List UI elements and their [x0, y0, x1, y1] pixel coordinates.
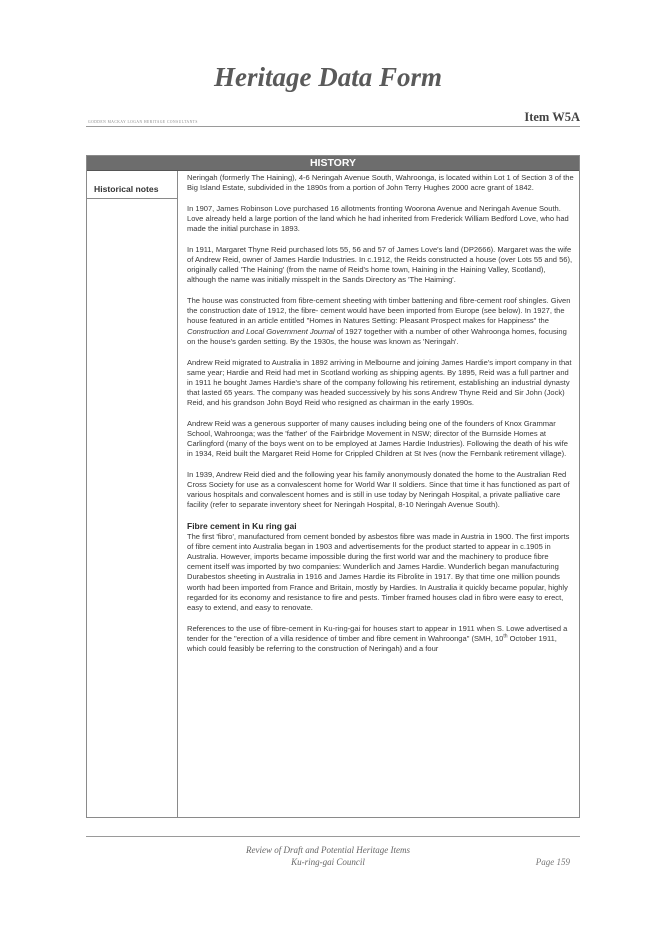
- history-heading: HISTORY: [87, 156, 579, 171]
- construction-text: The house was constructed from fibre-cement sheeting with timber battening and fibre-cement roof shingles. Given the construction date of 1912, the fibre- cement would have been imported from Europe (see below). In 1927, the house featured in an article entitled "Homes in Natures Setting: Pleasant Prospect makes for Happiness" the: [187, 296, 571, 326]
- page-title: Heritage Data Form: [214, 62, 442, 92]
- page-number: Page 159: [535, 857, 570, 867]
- footer-review-title: Review of Draft and Potential Heritage Items: [246, 845, 410, 855]
- history-paragraph: In 1907, James Robinson Love purchased 16 allotments fronting Woorona Avenue and Neringah Avenue South. Love already held a large portion of the land which he had inherited from Frederick William Bedford Love, who had made the initial purchase in 1893.: [187, 203, 569, 234]
- references-text: References to the use of fibre-cement in Ku-ring-gai for houses start to appear in 1911 when S. Lowe advertised a tender for the "erection of a villa residence of timber and fibre cement in Wahroonga" (SMH, 10: [187, 623, 568, 643]
- ordinal-superscript: th: [503, 633, 508, 640]
- history-paragraph: Neringah (formerly The Haining), 4-6 Neringah Avenue South, Wahroonga, is located within Lot 1 of Section 3 of the Big Island Estate, subdivided in the 1890s from a portion of John Terry Hughes 2000 acre grant of 1842.: [187, 173, 574, 193]
- footer-council: Ku-ring-gai Council: [291, 857, 365, 867]
- journal-title: Construction and Local Government Journal: [187, 326, 335, 336]
- history-table: [86, 155, 580, 818]
- history-paragraph: Andrew Reid migrated to Australia in 1892 arriving in Melbourne and joining James Hardie's import company in that same year; Hardie and Reid had met in Scotland working as shipping agents. By 1895, Reid was a full partner and in 1911 he bought James Hardie's share of the company following his retirement, establishing an industrial dynasty that lasted 65 years. The company was headed successively by his sons Andrew Thyne Reid and Sir John (Jock) Reid, and his grandson John Boyd Reid who resigned as chairman in the early 1990s.: [187, 357, 572, 407]
- history-paragraph: Andrew Reid was a generous supporter of many causes including being one of the founders of Knox Grammar School, Wahroonga; was the 'father' of the Fairbridge Movement in NSW; director of the Burnside Homes at Carlingford (many of the boys went on to be employed at James Hardie Industries). Following the death of his wife in 1934, Reid built the Margaret Reid Home for Crippled Children at St Ives (now the Fernbank retirement village).: [187, 418, 568, 459]
- fibre-cement-heading: Fibre cement in Ku ring gai: [187, 521, 297, 532]
- footer-divider: [86, 836, 580, 837]
- history-body: [87, 171, 579, 818]
- historical-notes-label: Historical notes: [94, 184, 159, 194]
- label-divider: [87, 198, 177, 199]
- construction-paragraph: [187, 296, 575, 346]
- header-divider: [86, 126, 580, 127]
- label-column: [87, 171, 178, 818]
- references-text-end: October 1911, which could feasibly be referring to the construction of Neringah) and a four: [187, 633, 557, 653]
- history-content: [187, 173, 575, 665]
- history-paragraph: In 1911, Margaret Thyne Reid purchased lots 55, 56 and 57 of James Love's land (DP2666). Margaret was the wife of Andrew Reid, owner of James Hardie Industries. In c.1912, the Reids constructed a house (over Lots 55 and 56), originally called 'The Haining' (from the name of Reid's home town, Haining in the Haining Valley, Scotland), although the name was initially misspelt in the Sands Directory as 'The Haiming'.: [187, 245, 573, 285]
- item-number: Item W5A: [524, 110, 580, 124]
- history-paragraph: In 1939, Andrew Reid died and the following year his family anonymously donated the home to the Australian Red Cross Society for use as a convalescent home for World War II soldiers. Since that time it has functioned as part of various hospitals and convalescent homes and is still in use today by Neringah Hospital, a private palliative care facility (refer to separate inventory sheet for Neringah Hospital, 8-10 Neringah Avenue South).: [187, 469, 570, 510]
- consultant-name: GODDEN MACKAY LOGAN HERITAGE CONSULTANTS: [88, 120, 198, 124]
- references-paragraph: [187, 624, 575, 654]
- construction-text-end: of 1927 together with a number of other Wahroonga homes, focusing on the house's garden setting. By the 1930s, the house was known as 'Neringah'.: [187, 326, 567, 346]
- fibre-cement-paragraph: The first 'fibro', manufactured from cement bonded by asbestos fibre was made in Austria in 1900. The first imports of fibre cement into Australia began in 1903 and advertisements for the product started to appear in c.1905 in Australia. However, imports became impossible during the first world war and the machinery to produce fibre cement itself was imported by two companies: Wunderlich and James Hardie. Wunderlich began manufacturing Durabestos sheeting in Australia in 1916 and James Hardie its Fibrolite in 1917. By that time one million pounds worth had been imported from France and Britain, mostly by Hardies. In Australia it quickly became popular, highly regarded for its economy and resistance to fire and pests. Timber framed houses clad in fibro were easy to erect, easy to extend, and easy to renovate.: [187, 532, 570, 612]
